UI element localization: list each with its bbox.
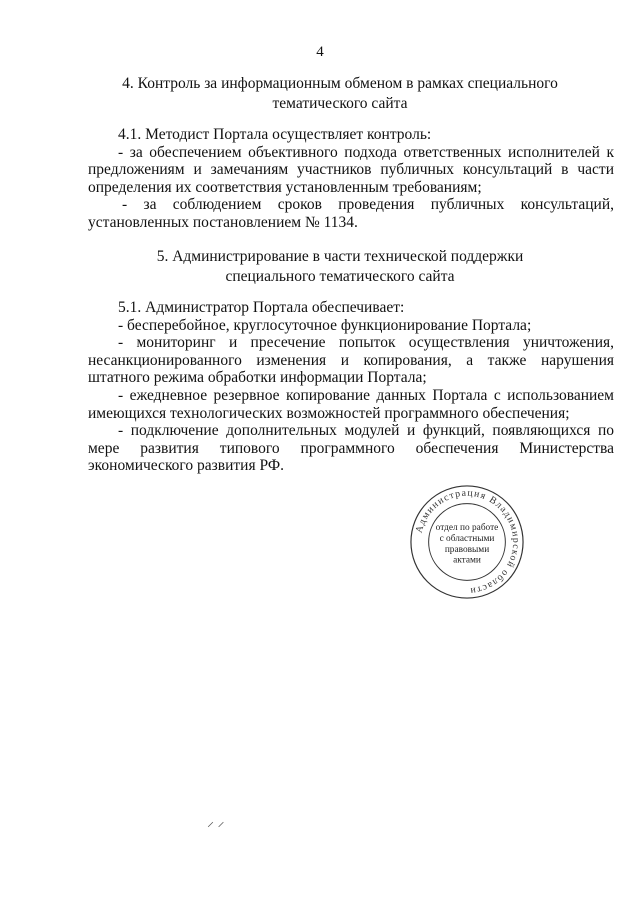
stamp-line: правовыми xyxy=(444,544,490,555)
list-item: - ежедневное резервное копирование данных Портала с использованием имеющихся технологических возможностей программного обеспечения; xyxy=(88,386,614,422)
list-item: - бесперебойное, круглосуточное функционирование Портала; xyxy=(118,316,532,334)
list-item: - подключение дополнительных модулей и функций, появляющихся по мере развития типового программного обеспечения Министерства экономического развития РФ. xyxy=(88,422,614,475)
stamp-line: отдел по работе xyxy=(435,523,499,534)
list-item: - за соблюдением сроков проведения публичных консультаций, установленных постановлением № 1134. xyxy=(88,196,614,231)
section-5-body xyxy=(88,299,614,475)
section-4-body xyxy=(88,126,614,232)
stamp-line: актами xyxy=(453,555,481,566)
list-item: - за обеспечением объективного подхода ответственных исполнителей к предложениям и замечаниям участников публичных консультаций в части определения их соответствия установленным требованиям; xyxy=(88,143,614,196)
section-5-title-line-2: специального тематического сайта xyxy=(225,268,455,285)
stray-mark: ⸝ ⸝ xyxy=(207,815,225,830)
section-4-title-line-2: тематического сайта xyxy=(272,95,408,112)
paragraph-4-1: 4.1. Методист Портала осуществляет контроль: xyxy=(118,126,432,143)
official-stamp xyxy=(408,483,526,601)
paragraph-5-1: 5.1. Администратор Портала обеспечивает: xyxy=(118,299,405,316)
section-5-title-line-1: 5. Администрирование в части технической поддержки xyxy=(156,248,524,265)
page-number: 4 xyxy=(316,44,324,60)
stamp-line: с областными xyxy=(439,534,495,545)
list-item: - мониторинг и пресечение попыток осуществления уничтожения, несанкционированного изменения и копирования, а также нарушения штатного режима обработки информации Портала; xyxy=(88,334,614,387)
stamp-outer-text: Администрация Владимирской области xyxy=(413,487,522,597)
section-4-title-line-1: 4. Контроль за информационным обменом в рамках специального xyxy=(122,75,558,92)
section-4-title xyxy=(90,74,590,114)
section-5-title xyxy=(90,247,590,287)
